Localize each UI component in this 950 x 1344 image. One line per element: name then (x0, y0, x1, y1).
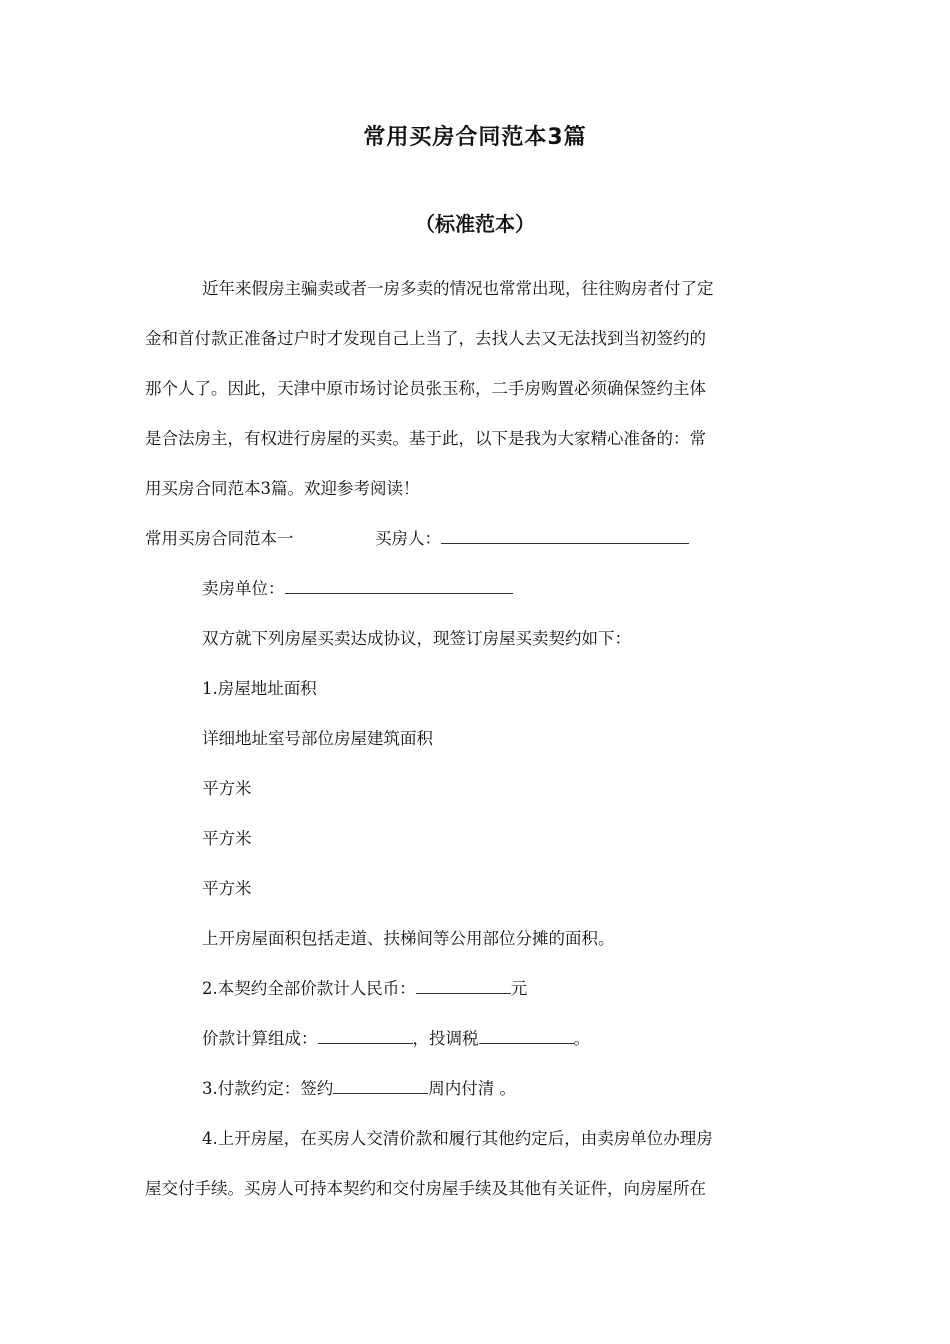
area-note: 上开房屋面积包括走道、扶梯间等公用部位分摊的面积。 (202, 929, 615, 948)
area-unit: 平方米 (202, 879, 252, 898)
document-title: 常用买房合同范本3篇 (363, 125, 587, 150)
item2-suffix: 元 (510, 979, 528, 998)
agreement-line: 双方就下列房屋买卖达成协议，现签订房屋买卖契约如下： (202, 629, 631, 648)
price-prefix: 价款计算组成： (202, 1029, 318, 1048)
item1-detail: 详细地址室号部位房屋建筑面积 (202, 729, 433, 748)
item3-line (202, 1075, 516, 1099)
area-unit: 平方米 (202, 779, 252, 798)
price-mid: ，投调税 (412, 1029, 479, 1048)
item2-line (202, 975, 527, 999)
intro-line: 金和首付款正准备过户时才发现自己上当了，去找人去又无法找到当初签约的 (145, 329, 706, 348)
item4-line: 屋交付手续。买房人可持本契约和交付房屋手续及其他有关证件，向房屋所在 (145, 1179, 706, 1198)
seller-label: 卖房单位： (202, 579, 285, 598)
item1-heading: 1.房屋地址面积 (202, 679, 317, 698)
buyer-blank (441, 529, 689, 544)
price-composition-line (202, 1025, 590, 1049)
area-unit: 平方米 (202, 829, 252, 848)
buyer-field (375, 525, 689, 549)
intro-line: 是合法房主，有权进行房屋的买卖。基于此，以下是我为大家精心准备的：常 (145, 429, 706, 448)
intro-line: 那个人了。因此，天津中原市场讨论员张玉称，二手房购置必须确保签约主体 (145, 379, 706, 398)
document-subtitle: （标准范本） (415, 212, 535, 236)
intro-line: 用买房合同范本3篇。欢迎参考阅读！ (145, 479, 420, 498)
item3-suffix: 周内付清 。 (428, 1079, 516, 1098)
seller-blank (285, 579, 513, 594)
price-composition-blank (318, 1029, 413, 1044)
intro-line: 近年来假房主骗卖或者一房多卖的情况也常常出现，往往购房者付了定 (202, 279, 714, 298)
item3-prefix: 3.付款约定：签约 (202, 1079, 334, 1098)
tax-blank (479, 1029, 574, 1044)
item4-line: 4.上开房屋，在买房人交清价款和履行其他约定后，由卖房单位办理房 (202, 1129, 713, 1148)
price-suffix: 。 (573, 1029, 590, 1048)
seller-field (202, 575, 513, 599)
contract-heading: 常用买房合同范本一 (145, 529, 294, 548)
item2-prefix: 2.本契约全部价款计人民币： (202, 979, 416, 998)
buyer-label: 买房人： (375, 529, 441, 548)
payment-weeks-blank (333, 1079, 428, 1094)
total-price-blank (416, 979, 511, 994)
